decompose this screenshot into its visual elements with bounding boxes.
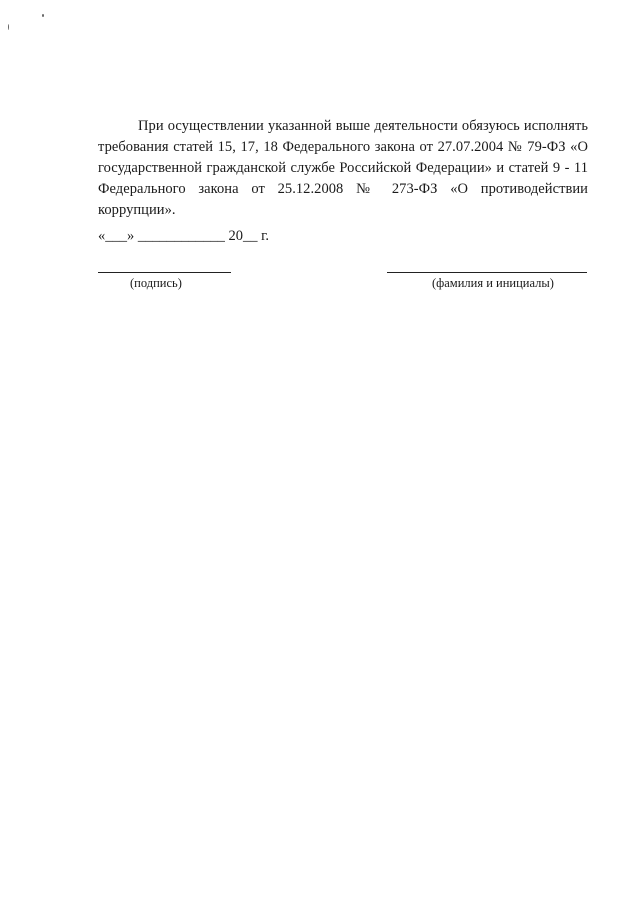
scan-speck (42, 14, 44, 17)
declaration-paragraph: При осуществлении указанной выше деятельности обязуюсь исполнять требования статей 15, 17, 18 Федерального закона от 27.07.2004 № 79-ФЗ «О государственной гражданской службе Российской Федерации» и статей 9 - 11 Федерального закона от 25.12.2008 № 273-ФЗ «О противодействии коррупции». (98, 118, 588, 218)
signature-caption: (подпись) (130, 276, 182, 290)
name-line (387, 272, 587, 273)
date-line: «___» ____________ 20__ г. (98, 228, 270, 244)
name-caption: (фамилия и инициалы) (432, 276, 554, 290)
signature-line (98, 272, 231, 273)
scan-speck (8, 24, 9, 30)
